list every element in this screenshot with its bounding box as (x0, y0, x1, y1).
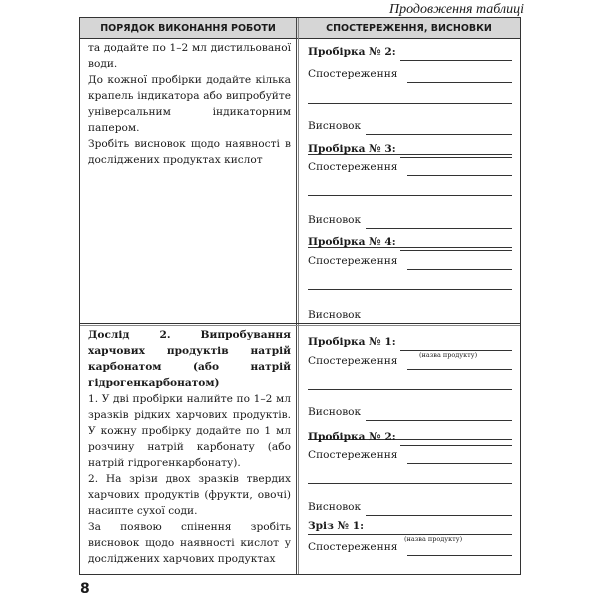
col-header-observations: СПОСТЕРЕЖЕННЯ, ВИСНОВКИ (326, 23, 492, 34)
answer-line[interactable] (407, 175, 512, 176)
answer-line[interactable] (400, 157, 512, 158)
answer-line[interactable] (407, 269, 512, 270)
worksheet-table (79, 17, 521, 575)
procedure-step: 1. У дві пробірки налийте по 1–2 мл зразків рідких харчових продуктів. У кожну пробірку додайте по 1 мл розчину натрій карбонату (або натрій гідрогенкарбонату). (88, 393, 291, 469)
conclusion-label: Висновок (308, 214, 362, 226)
answer-line[interactable] (308, 389, 512, 390)
answer-line[interactable] (308, 103, 512, 104)
answer-line[interactable] (366, 228, 512, 229)
page-number: 8 (80, 581, 90, 597)
answer-line[interactable] (366, 515, 512, 516)
observation-label: Спостереження (308, 449, 398, 461)
answer-line[interactable] (308, 289, 512, 290)
product-name-hint: (назва продукту) (404, 535, 463, 543)
answer-line[interactable] (400, 445, 512, 446)
procedure-step: До кожної пробірки додайте кілька крапель індикатора або випробуйте універсальним індикаторним папером. (88, 74, 291, 134)
conclusion-label: Висновок (308, 120, 362, 132)
row1-procedure (88, 40, 291, 168)
procedure-step: 2. На зрізи двох зразків твердих харчових продуктів (фрукти, овочі) насипте сухої соди. (88, 473, 291, 517)
tube-label: Пробірка № 2: (308, 46, 396, 58)
answer-line[interactable] (407, 555, 512, 556)
answer-line[interactable] (400, 250, 512, 251)
tube-label: Пробірка № 4: (308, 236, 396, 248)
procedure-step: та додайте по 1–2 мл дистильованої води. (88, 42, 291, 70)
observation-label: Спостереження (308, 355, 398, 367)
conclusion-label: Висновок (308, 501, 362, 513)
table-header (80, 18, 520, 39)
answer-line[interactable] (366, 134, 512, 135)
continuation-label: Продовження таблиці (388, 2, 524, 17)
conclusion-label: Висновок (308, 406, 362, 418)
observation-label: Спостереження (308, 161, 398, 173)
answer-line[interactable] (400, 60, 512, 61)
cut-label: Зріз № 1: (308, 520, 365, 532)
answer-line[interactable] (366, 420, 512, 421)
answer-line[interactable] (308, 195, 512, 196)
procedure-step: За появою спінення зробіть висновок щодо наявності кислот у досліджених харчових продуктах (88, 521, 291, 565)
row2-procedure (88, 327, 291, 567)
answer-line[interactable] (308, 574, 512, 575)
answer-line[interactable] (308, 483, 512, 484)
answer-line[interactable] (407, 369, 512, 370)
col-header-procedure: ПОРЯДОК ВИКОНАННЯ РОБОТИ (100, 23, 276, 34)
tube-label: Пробірка № 1: (308, 336, 396, 348)
observation-label: Спостереження (308, 255, 398, 267)
tube-label: Пробірка № 3: (308, 143, 396, 155)
answer-line[interactable] (407, 463, 512, 464)
tube-label: Пробірка № 2: (308, 431, 396, 443)
observation-label: Спостереження (308, 541, 398, 553)
conclusion-label: Висновок (308, 309, 362, 321)
procedure-step: Зробіть висновок щодо наявності в досліджених продуктах кислот (88, 138, 291, 166)
answer-line[interactable] (366, 323, 512, 324)
answer-line[interactable] (407, 82, 512, 83)
observation-label: Спостереження (308, 68, 398, 80)
product-name-hint: (назва продукту) (419, 351, 478, 359)
experiment-title: Дослід 2. Випробування харчових продуктів натрій карбонатом (або натрій гідрогенкарбонатом) (88, 329, 291, 389)
